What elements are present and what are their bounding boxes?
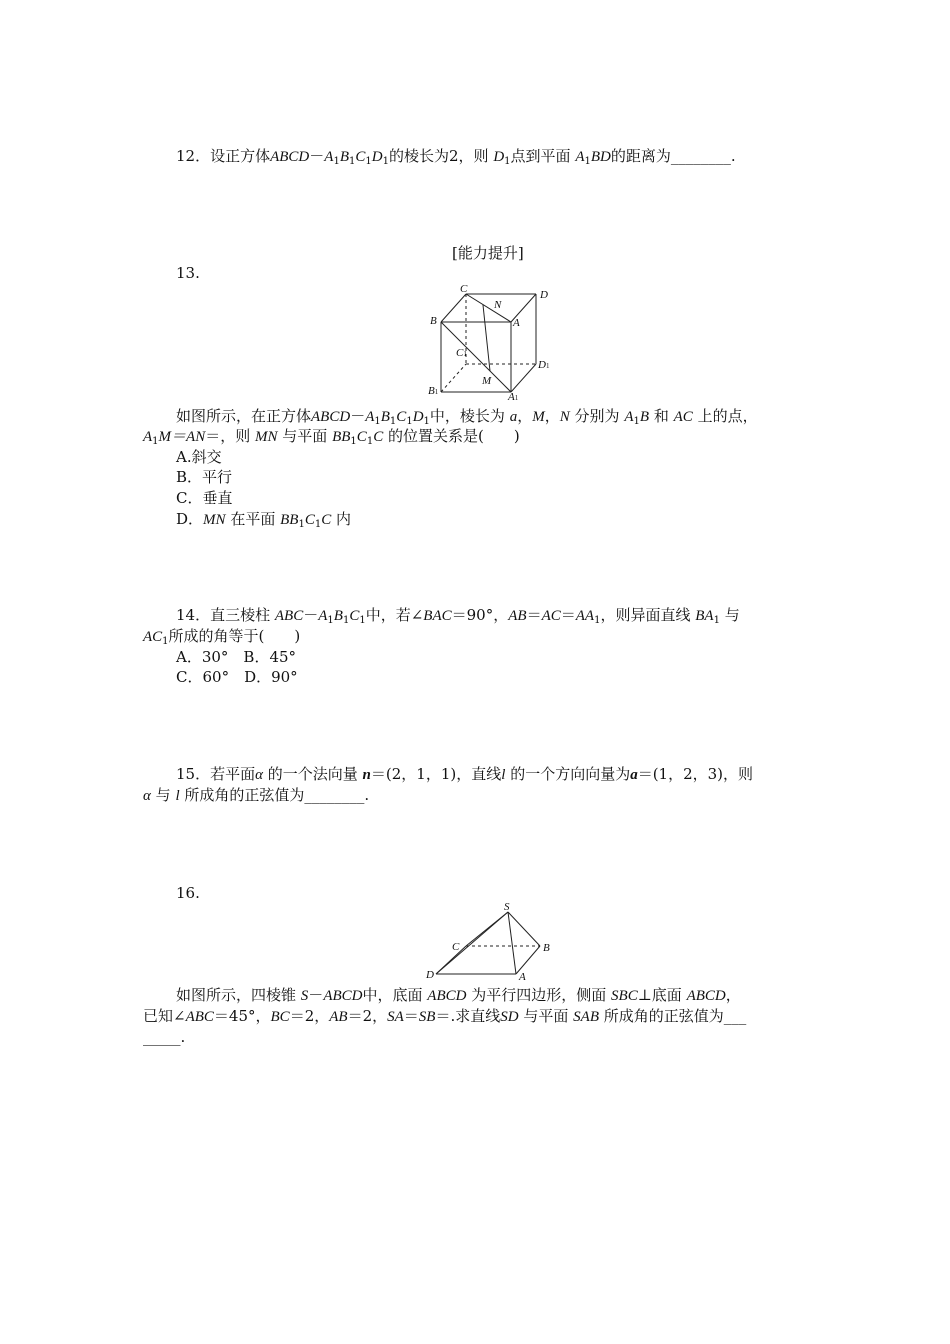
- edge: [441, 294, 466, 322]
- label-s: S: [504, 901, 510, 913]
- q13-number: 13.: [176, 264, 200, 282]
- q16-line2: 已知∠ABC＝45°，BC＝2，AB＝2，SA＝SB＝.求直线SD 与平面 SAB 所成角的正弦值为___: [143, 1007, 747, 1025]
- pyramid-figure: [424, 900, 564, 980]
- q16-line1: 如图所示，四棱锥 S－ABCD中，底面 ABCD 为平行四边形，侧面 SBC⊥底面 ABCD，: [176, 986, 741, 1004]
- q13-line2: $A_1M=AN=$，则 MN 与平面 $BB_1C_1C$ 的位置关系是( ): [143, 427, 520, 447]
- q12-line: 12．设正方体$ABCD-A_1B_1C_1D_1$的棱长为2，则 $D_1$点到平面 $A_1BD$的距离为________.: [176, 147, 736, 167]
- label-b: B: [543, 942, 550, 954]
- hidden-edge: [441, 364, 466, 392]
- label-d: D: [426, 969, 434, 980]
- label-c: C: [452, 941, 460, 953]
- label-d: D: [540, 289, 548, 301]
- cube-figure: [426, 282, 566, 402]
- diagonal-a1b: [441, 322, 511, 392]
- edge: [511, 364, 536, 392]
- q14-line1: 14．直三棱柱 $ABC-A_1B_1C_1$中，若∠BAC＝90°，$AB=AC=AA_1$，则异面直线 $BA_1$ 与: [176, 606, 740, 626]
- q14-options-cd: C．60° D．90°: [176, 668, 298, 686]
- diagonal-ac: [466, 294, 511, 322]
- edge-ab: [516, 946, 540, 974]
- q13-option-a: A.斜交: [176, 448, 222, 466]
- q13-option-c: C．垂直: [176, 489, 233, 507]
- label-c1: C1: [456, 347, 467, 359]
- label-c: C: [460, 283, 468, 295]
- section-title: [能力提升]: [452, 244, 524, 262]
- label-b: B: [430, 315, 437, 327]
- label-a: A: [519, 971, 526, 980]
- segment-mn: [483, 305, 490, 371]
- q13-option-b: B．平行: [176, 468, 233, 486]
- label-b1: B1: [428, 385, 439, 397]
- q16-line3: _____.: [143, 1028, 186, 1046]
- label-a1: A1: [508, 391, 519, 402]
- label-a: A: [513, 317, 520, 329]
- q14-line2: $AC_1$所成的角等于( ): [143, 627, 301, 647]
- q13-line1: 如图所示，在正方体$ABCD-A_1B_1C_1D_1$中，棱长为 a，M，N 分别为 $A_1B$ 和 AC 上的点，: [176, 407, 758, 427]
- edge-sb: [508, 912, 540, 946]
- q15-line2: α 与 l 所成角的正弦值为________.: [143, 786, 370, 804]
- edge-sa: [508, 912, 516, 974]
- q15-line1: 15．若平面α 的一个法向量 n＝(2，1，1)，直线l 的一个方向向量为a＝(1，2，3)，则: [176, 765, 754, 783]
- edge-sc: [466, 912, 508, 946]
- label-n: N: [494, 299, 502, 311]
- q14-options-ab: A．30° B．45°: [176, 648, 297, 666]
- q16-number: 16.: [176, 884, 200, 902]
- label-m: M: [482, 375, 492, 387]
- q13-option-d: D．MN 在平面 $BB_1C_1C$ 内: [176, 510, 352, 530]
- label-d1: D1: [538, 359, 550, 371]
